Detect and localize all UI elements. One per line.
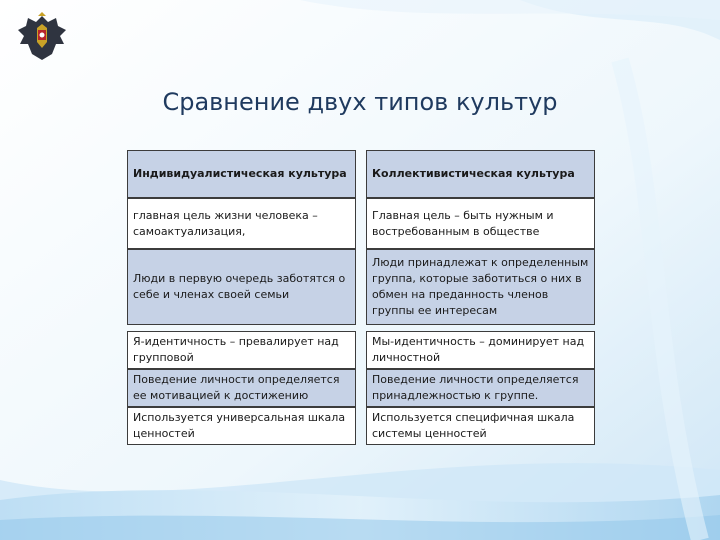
cell-individualist: Я-идентичность – превалирует над групповой <box>127 331 356 369</box>
cell-collectivist: Используется специфичная шкала системы ценностей <box>366 407 595 445</box>
table-row <box>127 331 595 369</box>
cell-collectivist: Главная цель – быть нужным и востребованным в обществе <box>366 198 595 249</box>
slide-title: Сравнение двух типов культур <box>162 88 558 116</box>
header-collectivist: Коллективистическая культура <box>366 150 595 198</box>
cell-collectivist: Люди принадлежат к определенным группа, которые заботиться о них в обмен на преданность членов группы ее интересам <box>366 249 595 325</box>
double-headed-eagle-emblem-icon <box>14 10 70 66</box>
cell-individualist: Используется универсальная шкала ценностей <box>127 407 356 445</box>
cell-collectivist: Мы-идентичность – доминирует над личностной <box>366 331 595 369</box>
cell-collectivist: Поведение личности определяется принадлежностью к группе. <box>366 369 595 407</box>
table-header-row <box>127 150 595 198</box>
table-row <box>127 198 595 249</box>
cell-individualist: Поведение личности определяется ее мотивацией к достижению <box>127 369 356 407</box>
table-row <box>127 407 595 445</box>
header-individualist: Индивидуалистическая культура <box>127 150 356 198</box>
comparison-table <box>127 150 595 445</box>
table-row <box>127 369 595 407</box>
cell-individualist: главная цель жизни человека – самоактуализация, <box>127 198 356 249</box>
table-row <box>127 249 595 325</box>
cell-individualist: Люди в первую очередь заботятся о себе и членах своей семьи <box>127 249 356 325</box>
